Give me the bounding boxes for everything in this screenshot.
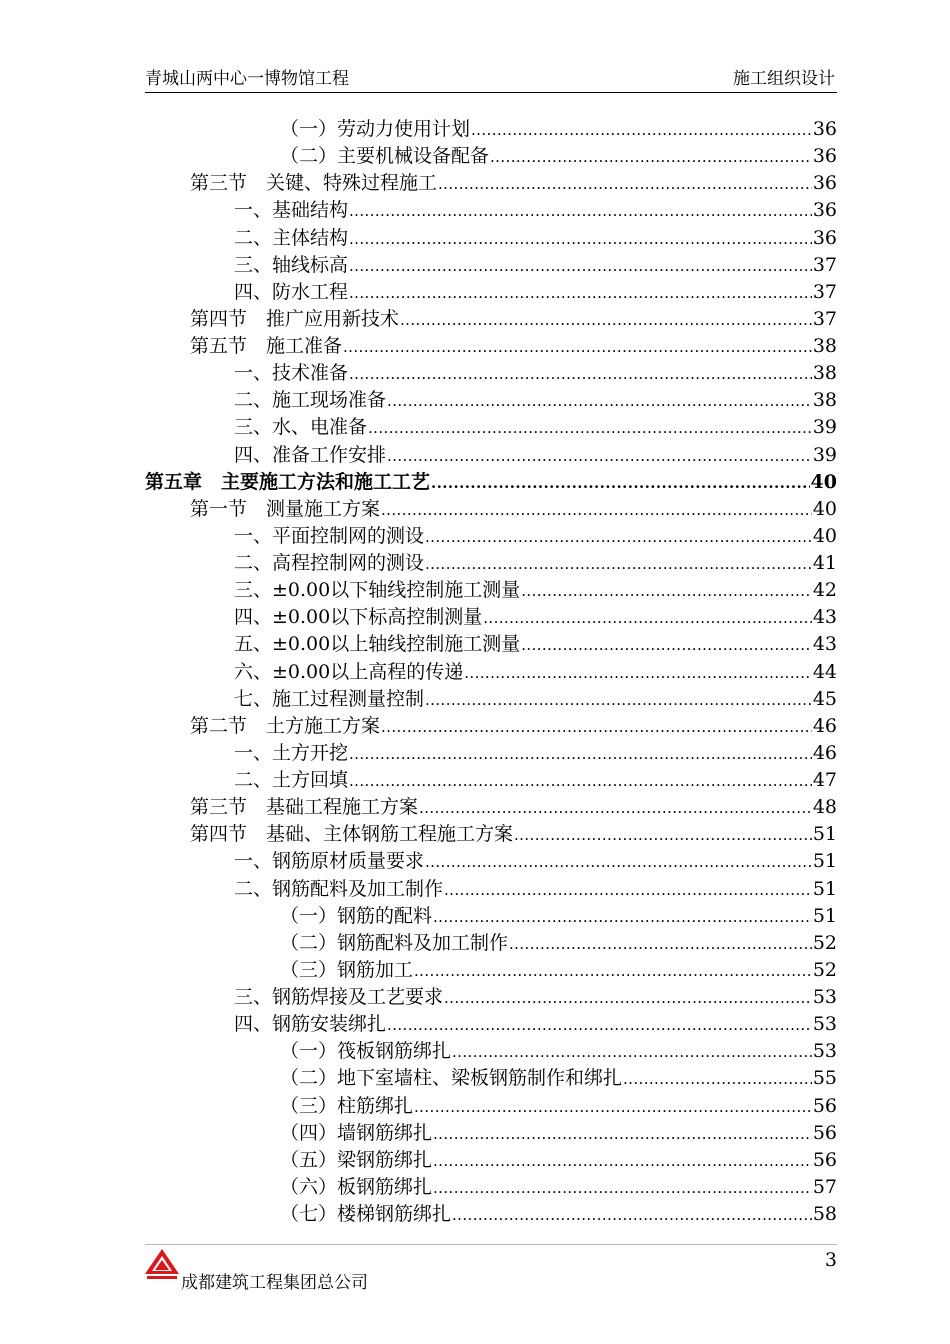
toc-entry-label: （二）钢筋配料及加工制作 bbox=[280, 931, 509, 954]
footer-company-name: 成都建筑工程集团总公司 bbox=[181, 1273, 368, 1293]
toc-entry-label: 四、防水工程 bbox=[234, 280, 349, 303]
toc-entry-page: 43 bbox=[812, 606, 837, 629]
toc-entry-page: 55 bbox=[812, 1067, 837, 1090]
toc-entry-page: 51 bbox=[812, 877, 837, 900]
toc-entry-label: （五）梁钢筋绑扎 bbox=[280, 1148, 433, 1171]
toc-entry-label: 三、钢筋焊接及工艺要求 bbox=[234, 986, 444, 1008]
toc-entry[interactable] bbox=[145, 928, 837, 955]
toc-leader-dots bbox=[433, 1152, 812, 1170]
toc-entry-label: （七）楼梯钢筋绑扎 bbox=[280, 1203, 452, 1225]
toc-entry-page: 56 bbox=[812, 1148, 837, 1171]
toc-entry-label: 二、高程控制网的测设 bbox=[234, 552, 425, 574]
toc-leader-dots bbox=[414, 1098, 812, 1116]
toc-entry-label: 三、轴线标高 bbox=[234, 253, 349, 276]
toc-leader-dots bbox=[349, 284, 812, 302]
toc-leader-dots bbox=[464, 664, 812, 682]
toc-entry-page: 45 bbox=[812, 687, 837, 710]
toc-entry-page: 58 bbox=[812, 1203, 837, 1225]
toc-chapter-entry[interactable] bbox=[145, 467, 837, 494]
toc-entry-label: （一）劳动力使用计划 bbox=[280, 118, 471, 140]
toc-entry-label: 七、施工过程测量控制 bbox=[234, 687, 425, 710]
toc-entry[interactable] bbox=[145, 141, 837, 168]
header-document-type: 施工组织设计 bbox=[733, 69, 835, 89]
toc-entry-page: 38 bbox=[812, 335, 837, 357]
toc-entry[interactable] bbox=[145, 358, 837, 385]
toc-leader-dots bbox=[623, 1070, 812, 1088]
toc-entry-label: 三、水、电准备 bbox=[234, 416, 368, 439]
toc-leader-dots bbox=[425, 528, 812, 546]
toc-entry-label: 一、基础结构 bbox=[234, 199, 349, 222]
toc-entry-page: 38 bbox=[812, 389, 837, 412]
toc-entry-page: 38 bbox=[812, 362, 837, 385]
toc-entry[interactable] bbox=[145, 385, 837, 412]
toc-leader-dots bbox=[381, 501, 812, 519]
toc-entry[interactable] bbox=[145, 277, 837, 304]
toc-entry-label: 一、平面控制网的测设 bbox=[234, 524, 425, 547]
toc-leader-dots bbox=[387, 1016, 812, 1034]
toc-entry-page: 52 bbox=[812, 958, 837, 981]
toc-entry-page: 39 bbox=[812, 416, 837, 439]
toc-entry[interactable] bbox=[145, 223, 837, 250]
page-header bbox=[145, 66, 837, 93]
toc-entry-label: 第四节 基础、主体钢筋工程施工方案 bbox=[190, 823, 514, 846]
toc-entry-page: 40 bbox=[810, 470, 837, 493]
toc-entry-page: 36 bbox=[812, 172, 837, 195]
header-project-title: 青城山两中心一博物馆工程 bbox=[145, 69, 349, 89]
toc-leader-dots bbox=[521, 582, 812, 600]
toc-leader-dots bbox=[425, 691, 812, 709]
toc-entry-page: 51 bbox=[812, 823, 837, 846]
toc-entry[interactable] bbox=[145, 412, 837, 439]
toc-entry[interactable] bbox=[145, 1091, 837, 1118]
toc-entry-label: 五、±0.00以上轴线控制施工测量 bbox=[234, 633, 521, 656]
toc-leader-dots bbox=[433, 1179, 812, 1197]
toc-entry-label: （一）钢筋的配料 bbox=[280, 904, 433, 927]
toc-leader-dots bbox=[444, 989, 812, 1007]
toc-entry-page: 53 bbox=[812, 1040, 837, 1063]
toc-entry-label: 第五节 施工准备 bbox=[190, 335, 343, 357]
toc-entry-page: 52 bbox=[812, 931, 837, 954]
toc-entry[interactable] bbox=[145, 846, 837, 873]
toc-entry-page: 51 bbox=[812, 850, 837, 873]
toc-entry[interactable] bbox=[145, 819, 837, 846]
toc-entry-label: （三）钢筋加工 bbox=[280, 958, 414, 981]
toc-entry-label: （六）板钢筋绑扎 bbox=[280, 1175, 433, 1198]
toc-entry[interactable] bbox=[145, 575, 837, 602]
toc-leader-dots bbox=[387, 447, 812, 465]
toc-leader-dots bbox=[425, 555, 812, 573]
toc-entry[interactable] bbox=[145, 982, 837, 1009]
toc-leader-dots bbox=[349, 365, 812, 383]
toc-entry-label: 二、施工现场准备 bbox=[234, 389, 387, 412]
toc-leader-dots bbox=[514, 826, 812, 844]
toc-leader-dots bbox=[414, 962, 812, 980]
toc-entry[interactable] bbox=[145, 874, 837, 901]
toc-entry-page: 56 bbox=[812, 1121, 837, 1144]
toc-leader-dots bbox=[349, 745, 812, 763]
toc-entry-page: 53 bbox=[812, 1013, 837, 1036]
toc-leader-dots bbox=[349, 772, 812, 790]
toc-entry-label: （二）地下室墙柱、梁板钢筋制作和绑扎 bbox=[280, 1067, 623, 1090]
toc-leader-dots bbox=[431, 474, 810, 492]
toc-entry-page: 36 bbox=[812, 199, 837, 222]
toc-entry-label: 第四节 推广应用新技术 bbox=[190, 307, 400, 330]
toc-entry[interactable] bbox=[145, 304, 837, 331]
toc-entry-page: 51 bbox=[812, 904, 837, 927]
toc-leader-dots bbox=[425, 853, 812, 871]
toc-leader-dots bbox=[452, 1206, 812, 1224]
toc-entry[interactable] bbox=[145, 711, 837, 738]
toc-entry-label: 一、技术准备 bbox=[234, 362, 349, 385]
toc-leader-dots bbox=[438, 175, 812, 193]
toc-entry-page: 42 bbox=[812, 579, 837, 602]
toc-entry-page: 37 bbox=[812, 307, 837, 330]
toc-entry[interactable] bbox=[145, 629, 837, 656]
company-logo-icon bbox=[144, 1248, 180, 1282]
toc-entry-label: 四、钢筋安装绑扎 bbox=[234, 1013, 387, 1036]
toc-leader-dots bbox=[452, 1043, 812, 1061]
toc-entry-page: 41 bbox=[812, 552, 837, 574]
toc-entry[interactable] bbox=[145, 168, 837, 195]
toc-leader-dots bbox=[433, 1125, 812, 1143]
toc-entry[interactable] bbox=[145, 331, 837, 358]
toc-leader-dots bbox=[483, 609, 812, 627]
toc-entry-label: 二、土方回填 bbox=[234, 769, 349, 791]
toc-entry-label: （三）柱筋绑扎 bbox=[280, 1094, 414, 1117]
toc-entry-label: 三、±0.00以下轴线控制施工测量 bbox=[234, 579, 521, 602]
toc-entry-page: 36 bbox=[812, 226, 837, 249]
toc-entry[interactable] bbox=[145, 1145, 837, 1172]
toc-leader-dots bbox=[349, 257, 812, 275]
toc-leader-dots bbox=[349, 202, 812, 220]
toc-entry-label: （二）主要机械设备配备 bbox=[280, 145, 490, 168]
toc-entry-label: 第三节 关键、特殊过程施工 bbox=[190, 172, 438, 195]
toc-leader-dots bbox=[509, 935, 812, 953]
toc-entry-page: 46 bbox=[812, 741, 837, 764]
toc-entry-page: 53 bbox=[812, 986, 837, 1008]
toc-leader-dots bbox=[349, 230, 812, 248]
toc-leader-dots bbox=[521, 636, 812, 654]
toc-entry-page: 37 bbox=[812, 253, 837, 276]
toc-entry[interactable] bbox=[145, 738, 837, 765]
toc-entry-label: 二、主体结构 bbox=[234, 226, 349, 249]
toc-entry[interactable] bbox=[145, 901, 837, 928]
toc-entry-page: 36 bbox=[812, 145, 837, 168]
toc-entry-page: 57 bbox=[812, 1175, 837, 1198]
toc-entry[interactable] bbox=[145, 1172, 837, 1199]
toc-entry[interactable] bbox=[145, 195, 837, 222]
toc-entry[interactable] bbox=[145, 765, 837, 792]
toc-entry-page: 39 bbox=[812, 443, 837, 466]
toc-entry[interactable] bbox=[145, 657, 837, 684]
toc-entry[interactable] bbox=[145, 955, 837, 982]
toc-leader-dots bbox=[444, 881, 812, 899]
toc-entry-page: 40 bbox=[812, 524, 837, 547]
toc-entry-page: 37 bbox=[812, 280, 837, 303]
toc-entry-label: 第三节 基础工程施工方案 bbox=[190, 796, 419, 819]
toc-leader-dots bbox=[381, 718, 812, 736]
footer-divider bbox=[145, 1244, 837, 1245]
toc-entry-label: 第一节 测量施工方案 bbox=[190, 497, 381, 520]
toc-entry[interactable] bbox=[145, 1118, 837, 1145]
toc-leader-dots bbox=[419, 799, 812, 817]
toc-leader-dots bbox=[387, 392, 812, 410]
toc-entry[interactable] bbox=[145, 1063, 837, 1090]
toc-entry[interactable] bbox=[145, 1036, 837, 1063]
toc-leader-dots bbox=[490, 148, 812, 166]
toc-entry-label: 四、±0.00以下标高控制测量 bbox=[234, 606, 483, 629]
toc-entry[interactable] bbox=[145, 250, 837, 277]
toc-entry-page: 47 bbox=[812, 769, 837, 791]
page-number: 3 bbox=[824, 1249, 837, 1271]
toc-entry-page: 44 bbox=[812, 660, 837, 683]
toc-entry[interactable] bbox=[145, 792, 837, 819]
toc-entry-label: （四）墙钢筋绑扎 bbox=[280, 1121, 433, 1144]
toc-entry-label: （一）筏板钢筋绑扎 bbox=[280, 1040, 452, 1063]
toc-entry-page: 36 bbox=[812, 118, 837, 140]
toc-entry-label: 六、±0.00以上高程的传递 bbox=[234, 660, 464, 683]
toc-entry[interactable] bbox=[145, 602, 837, 629]
toc-entry-label: 一、钢筋原材质量要求 bbox=[234, 850, 425, 873]
toc-entry-label: 二、钢筋配料及加工制作 bbox=[234, 877, 444, 900]
toc-entry[interactable] bbox=[145, 440, 837, 467]
toc-entry[interactable] bbox=[145, 1199, 837, 1226]
toc-entry[interactable] bbox=[145, 494, 837, 521]
toc-leader-dots bbox=[433, 908, 812, 926]
toc-leader-dots bbox=[471, 121, 812, 139]
toc-entry-label: 四、准备工作安排 bbox=[234, 443, 387, 466]
toc-entry-page: 43 bbox=[812, 633, 837, 656]
toc-entry-page: 46 bbox=[812, 714, 837, 737]
table-of-contents bbox=[145, 114, 837, 1226]
toc-entry-page: 56 bbox=[812, 1094, 837, 1117]
toc-entry-page: 48 bbox=[812, 796, 837, 819]
toc-entry[interactable] bbox=[145, 521, 837, 548]
toc-entry[interactable] bbox=[145, 548, 837, 575]
toc-leader-dots bbox=[343, 338, 812, 356]
toc-entry[interactable] bbox=[145, 684, 837, 711]
toc-entry[interactable] bbox=[145, 114, 837, 141]
toc-entry-label: 第二节 土方施工方案 bbox=[190, 714, 381, 737]
toc-entry[interactable] bbox=[145, 1009, 837, 1036]
toc-leader-dots bbox=[400, 311, 812, 329]
toc-entry-page: 40 bbox=[812, 497, 837, 520]
toc-entry-label: 一、土方开挖 bbox=[234, 741, 349, 764]
toc-entry-label: 第五章 主要施工方法和施工工艺 bbox=[145, 470, 431, 493]
toc-leader-dots bbox=[368, 419, 812, 437]
